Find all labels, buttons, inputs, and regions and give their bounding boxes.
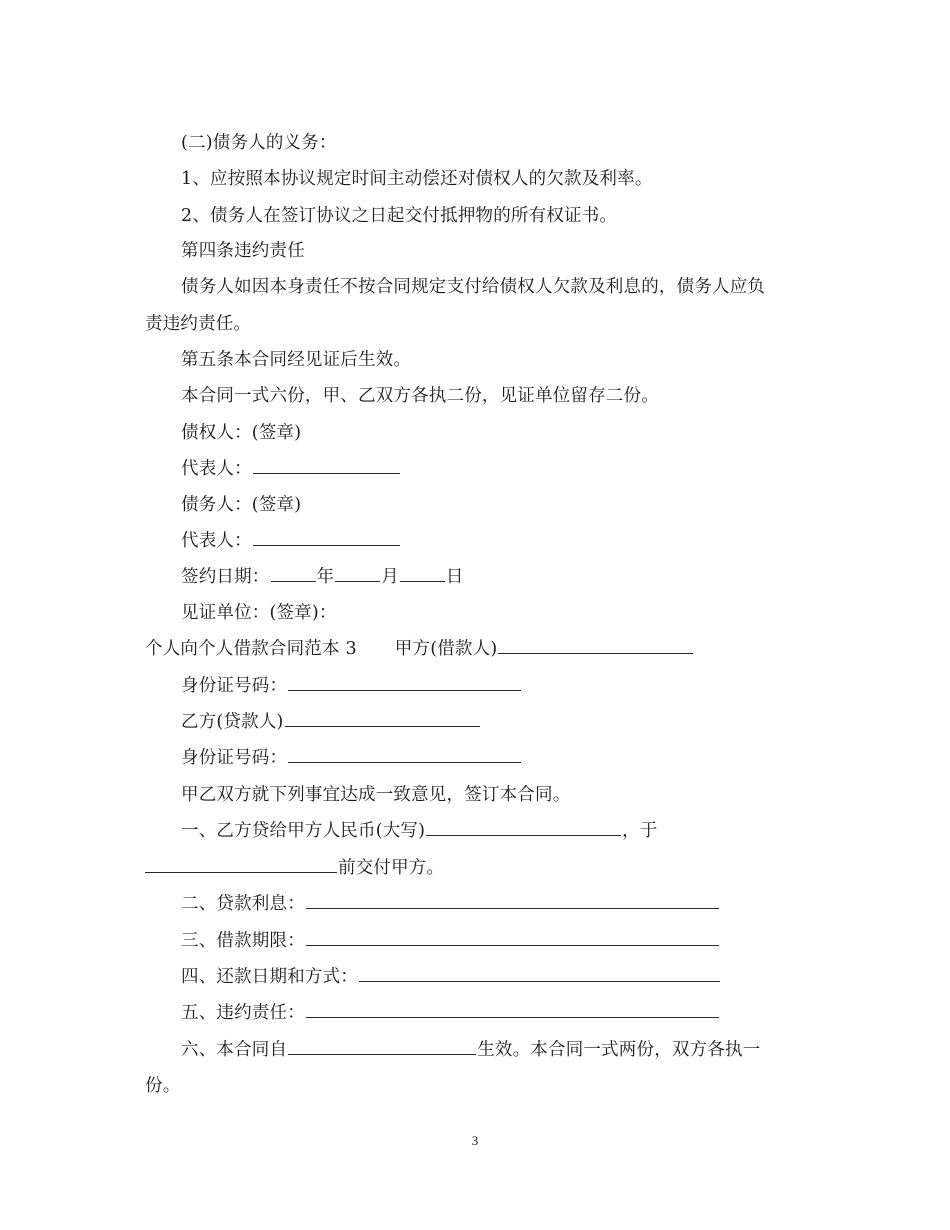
- text: 生效。本合同一式两份，双方各执一: [477, 1040, 761, 1060]
- witness-unit-line: [181, 598, 337, 628]
- obligation-item-1: [181, 164, 653, 194]
- text: 第五条本合同经见证后生效。: [181, 350, 412, 370]
- blank-day: [400, 563, 445, 582]
- text: 三、借款期限：: [181, 931, 305, 951]
- blank-field: [359, 963, 720, 982]
- text: 本合同一式六份，甲、乙双方各执二份，见证单位留存二份。: [181, 386, 659, 406]
- creditor-signature-line: [181, 418, 301, 448]
- blank-field: [498, 635, 693, 654]
- blank-field: [306, 999, 719, 1018]
- text: 责违约责任。: [145, 314, 252, 334]
- text: 四、还款日期和方式：: [181, 967, 358, 987]
- debtor-representative-line: [181, 526, 401, 556]
- article-5-heading: [181, 345, 411, 375]
- text: 第四条违约责任: [181, 241, 305, 261]
- clause-6-line-2: [145, 1071, 180, 1101]
- party-b-id-line: [181, 743, 522, 773]
- clause-4-repayment: [181, 962, 721, 992]
- article-4-paragraph-line-1: [181, 272, 765, 302]
- party-b-line: [181, 707, 481, 737]
- agreement-intro: [181, 780, 570, 810]
- blank-year: [271, 563, 316, 582]
- party-a-id-line: [181, 671, 522, 701]
- text: ，于: [622, 821, 658, 841]
- clause-1-line-1: [181, 816, 658, 846]
- text: 年: [316, 567, 335, 587]
- text: 份。: [145, 1076, 181, 1096]
- copies-clause: [181, 381, 659, 411]
- text: 二、贷款利息：: [181, 894, 305, 914]
- blank-field: [285, 708, 480, 727]
- text: 五、违约责任：: [181, 1003, 305, 1023]
- clause-1-line-2: [145, 853, 444, 883]
- obligation-item-2: [181, 201, 617, 231]
- template-title: 个人向个人借款合同范本 3: [145, 639, 357, 659]
- template-3-title-line: [145, 634, 694, 664]
- clause-2-interest: [181, 889, 720, 919]
- signing-date-line: [181, 562, 464, 592]
- text: 身份证号码：: [181, 748, 288, 768]
- text: 甲乙双方就下列事宜达成一致意见，签订本合同。: [181, 785, 571, 805]
- text: 签约日期：: [181, 567, 270, 587]
- text: 一、乙方贷给甲方人民币(大写): [181, 821, 426, 841]
- text: 债务人：(签章): [181, 495, 302, 515]
- blank-field: [145, 854, 337, 873]
- blank-field: [253, 455, 400, 474]
- text: 债务人如因本身责任不按合同规定支付给债权人欠款及利息的，债务人应负: [181, 277, 766, 297]
- text: 身份证号码：: [181, 676, 288, 696]
- text: 月: [381, 567, 399, 587]
- blank-field: [426, 817, 621, 836]
- blank-field: [288, 672, 521, 691]
- text: 代表人：: [181, 459, 252, 479]
- blank-field: [288, 744, 521, 763]
- debtor-signature-line: [181, 490, 301, 520]
- blank-month: [335, 563, 380, 582]
- text: 见证单位：(签章)：: [181, 603, 337, 623]
- text: 前交付甲方。: [338, 858, 445, 878]
- text: 日: [445, 567, 464, 587]
- blank-field: [253, 527, 400, 546]
- creditor-representative-line: [181, 454, 401, 484]
- blank-field: [306, 890, 719, 909]
- text: 甲方(借款人): [394, 639, 498, 659]
- text: 2、债务人在签订协议之日起交付抵押物的所有权证书。: [181, 206, 618, 226]
- clause-3-term: [181, 926, 720, 956]
- clause-6-line-1: [181, 1035, 760, 1065]
- blank-field: [306, 927, 719, 946]
- article-4-heading: [181, 236, 305, 266]
- clause-5-liability: [181, 998, 720, 1028]
- text: (二)债务人的义务：: [181, 133, 337, 153]
- text: 乙方(贷款人): [181, 712, 284, 732]
- text: 代表人：: [181, 531, 252, 551]
- page-number: 3: [471, 1133, 479, 1148]
- text: 债权人：(签章): [181, 423, 302, 443]
- text: 1、应按照本协议规定时间主动偿还对债权人的欠款及利率。: [181, 169, 653, 189]
- article-4-paragraph-line-2: [145, 309, 251, 339]
- blank-field: [288, 1036, 476, 1055]
- text: 六、本合同自: [181, 1040, 288, 1060]
- section-debtor-obligations-heading: [181, 128, 337, 158]
